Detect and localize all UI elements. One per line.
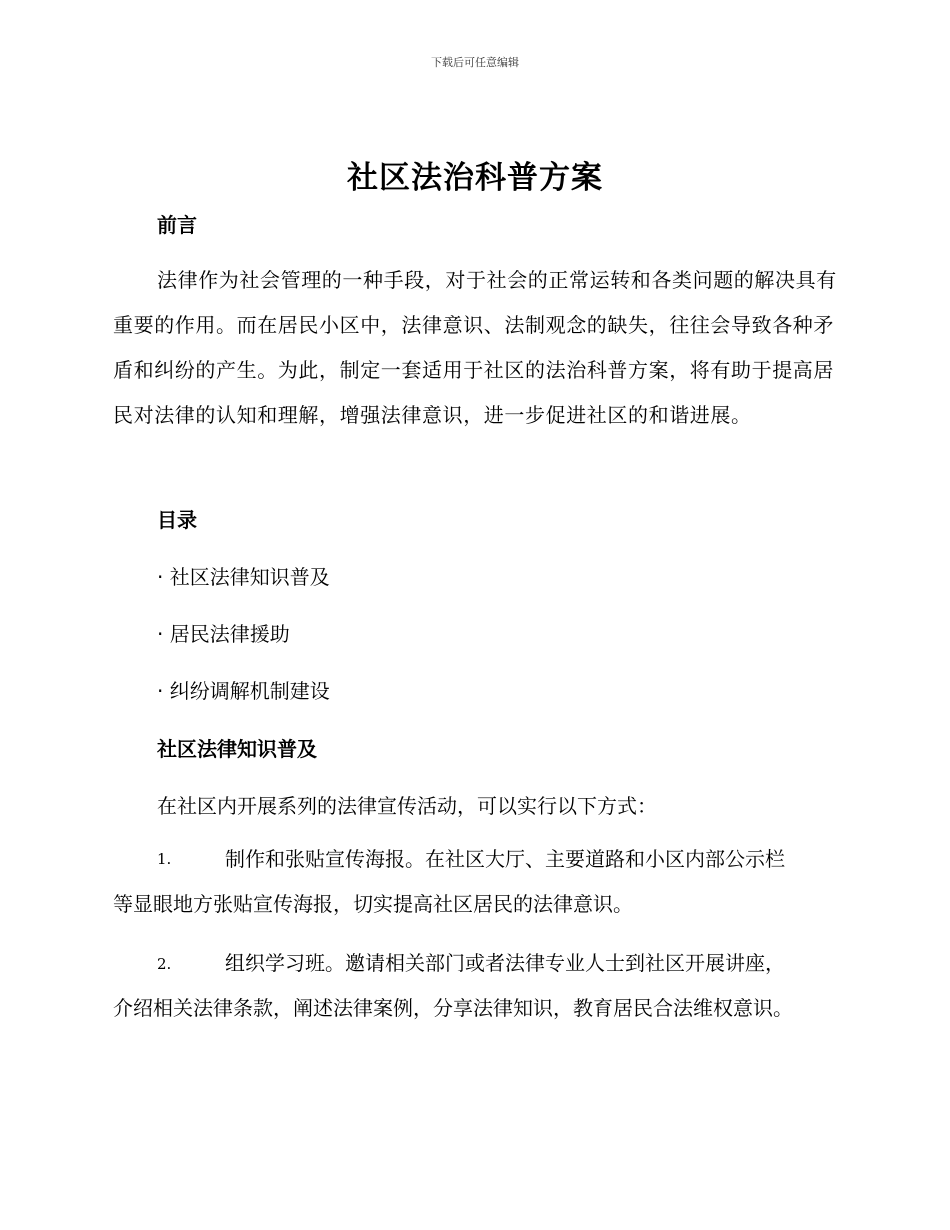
section-intro: 在社区内开展系列的法律宣传活动，可以实行以下方式：: [157, 794, 657, 818]
list-item-continuation: 等显眼地方张贴宣传海报，切实提高社区居民的法律意识。: [113, 892, 633, 916]
list-item-first-line: 组织学习班。邀请相关部门或者法律专业人士到社区开展讲座，: [225, 951, 785, 975]
list-number: 2.: [157, 955, 172, 973]
toc-heading: 目录: [157, 508, 197, 532]
preface-heading: 前言: [157, 213, 197, 237]
preface-paragraph: 法律作为社会管理的一种手段，对于社会的正常运转和各类问题的解决具有重要的作用。而在居民小区中，法律意识、法制观念的缺失，往往会导致各种矛盾和纠纷的产生。为此，制定一套适用于社区的法治科普方案，将有助于提高居民对法律的认知和理解，增强法律意识，进一步促进社区的和谐进展。: [113, 268, 837, 427]
document-title: 社区法治科普方案: [347, 160, 603, 196]
toc-item: · 社区法律知识普及: [157, 565, 330, 589]
list-item-continuation: 介绍相关法律条款，阐述法律案例，分享法律知识，教育居民合法维权意识。: [113, 996, 793, 1020]
toc-item: · 纠纷调解机制建设: [157, 679, 330, 703]
section-heading: 社区法律知识普及: [157, 737, 317, 761]
list-item-first-line: 制作和张贴宣传海报。在社区大厅、主要道路和小区内部公示栏: [225, 847, 785, 871]
header-note: 下载后可任意编辑: [431, 56, 519, 69]
list-number: 1.: [157, 850, 172, 868]
toc-item: · 居民法律援助: [157, 622, 290, 646]
